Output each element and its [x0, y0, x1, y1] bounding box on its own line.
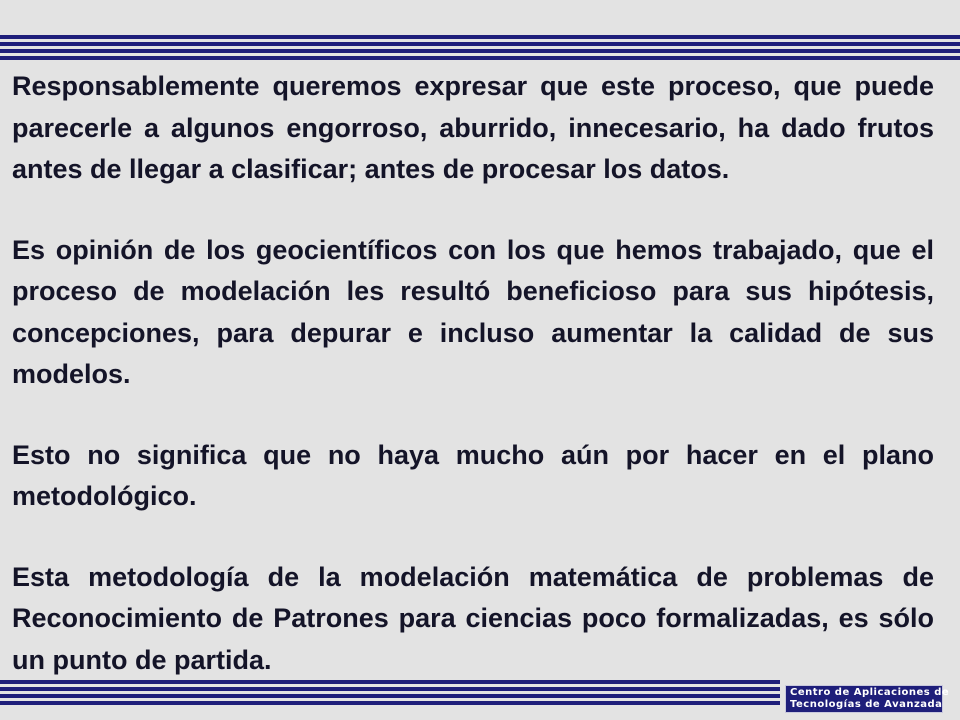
- stripe-line: [0, 49, 960, 53]
- stripe-line: [0, 701, 780, 705]
- paragraph-responsablemente: Responsablemente queremos expresar que este proceso, que puede parecerle a algunos engorroso, aburrido, innecesario, ha dado frutos antes de llegar a clasificar; antes de procesar los datos.: [12, 71, 934, 184]
- paragraph-metodologia: Esta metodología de la modelación matemática de problemas de Reconocimiento de Patrones para ciencias poco formalizadas, es sólo un punto de partida.: [12, 561, 934, 675]
- stripe-line: [0, 42, 960, 46]
- stripe-line: [0, 35, 960, 39]
- slide-body: [12, 66, 934, 720]
- stripe-line: [0, 694, 780, 698]
- bottom-decorative-stripes: [0, 680, 780, 708]
- stripe-line: [0, 56, 960, 60]
- logo-line-1: Centro de Aplicaciones de: [790, 687, 950, 698]
- stripe-line: [0, 687, 780, 691]
- top-decorative-stripes: [0, 35, 960, 63]
- stripe-line: [0, 680, 780, 684]
- paragraph-opinion-geocientificos: Es opinión de los geocientíficos con los que hemos trabajado, que el proceso de modelación les resultó beneficioso para sus hipótesis, concepciones, para depurar e incluso aumentar la calidad de sus modelos.: [12, 234, 934, 389]
- cenatav-logo: [785, 685, 950, 713]
- paragraph-no-significa: Esto no significa que no haya mucho aún por hacer en el plano metodológico.: [12, 439, 934, 511]
- logo-line-2: Tecnologías de Avanzada: [790, 699, 943, 710]
